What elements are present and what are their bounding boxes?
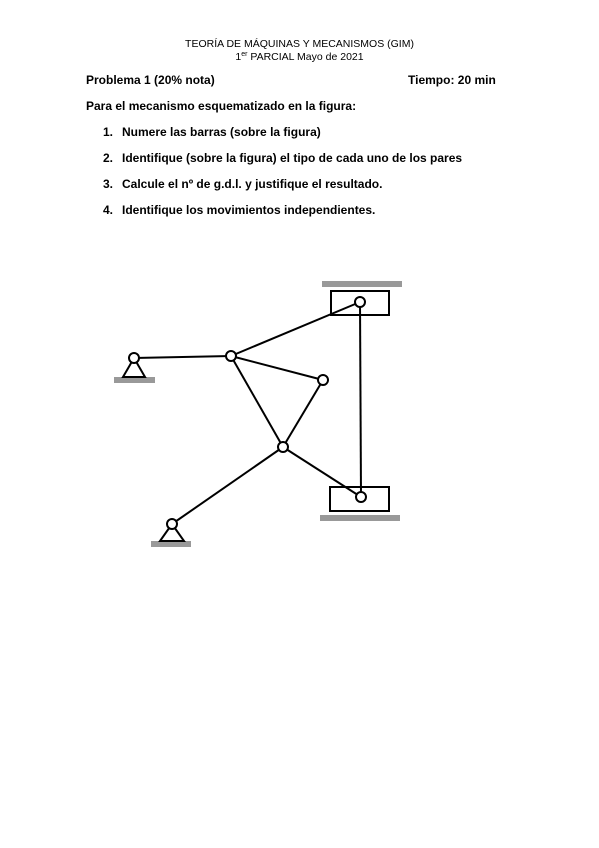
joint-bottom-slider [356,492,366,502]
link-vertical [360,302,361,497]
ground-top [322,281,402,287]
joint-b [278,442,288,452]
joint-top-slider [355,297,365,307]
problem-intro: Para el mecanismo esquematizado en la figura: [86,99,357,113]
question-item: 4. Identifique los movimientos independientes. [103,203,376,217]
link-triangle-a [231,356,323,380]
joint-a [226,351,236,361]
link-to-top-slider [231,302,360,356]
joint-ground-left [129,353,139,363]
link-triangle-c [283,380,323,447]
joint-triangle [318,375,328,385]
joint-ground-bottom [167,519,177,529]
question-item: 3. Calcule el nº de g.d.l. y justifique el resultado. [103,177,383,191]
mechanism-diagram [0,270,599,560]
ground-bottom-right [320,515,400,521]
link-ground-bottom [172,447,283,524]
problem-title: Problema 1 (20% nota) [86,73,215,87]
time-limit: Tiempo: 20 min [408,73,496,87]
link-ground-left [134,356,231,358]
link-to-bottom-slider [283,447,361,497]
course-title: TEORÍA DE MÁQUINAS Y MECANISMOS (GIM) [185,38,414,50]
question-item: 1. Numere las barras (sobre la figura) [103,125,321,139]
exam-subtitle: 1er PARCIAL Mayo de 2021 [235,51,364,63]
question-item: 2. Identifique (sobre la figura) el tipo de cada uno de los pares [103,151,463,165]
question-list [103,125,462,229]
link-triangle-b [231,356,283,447]
